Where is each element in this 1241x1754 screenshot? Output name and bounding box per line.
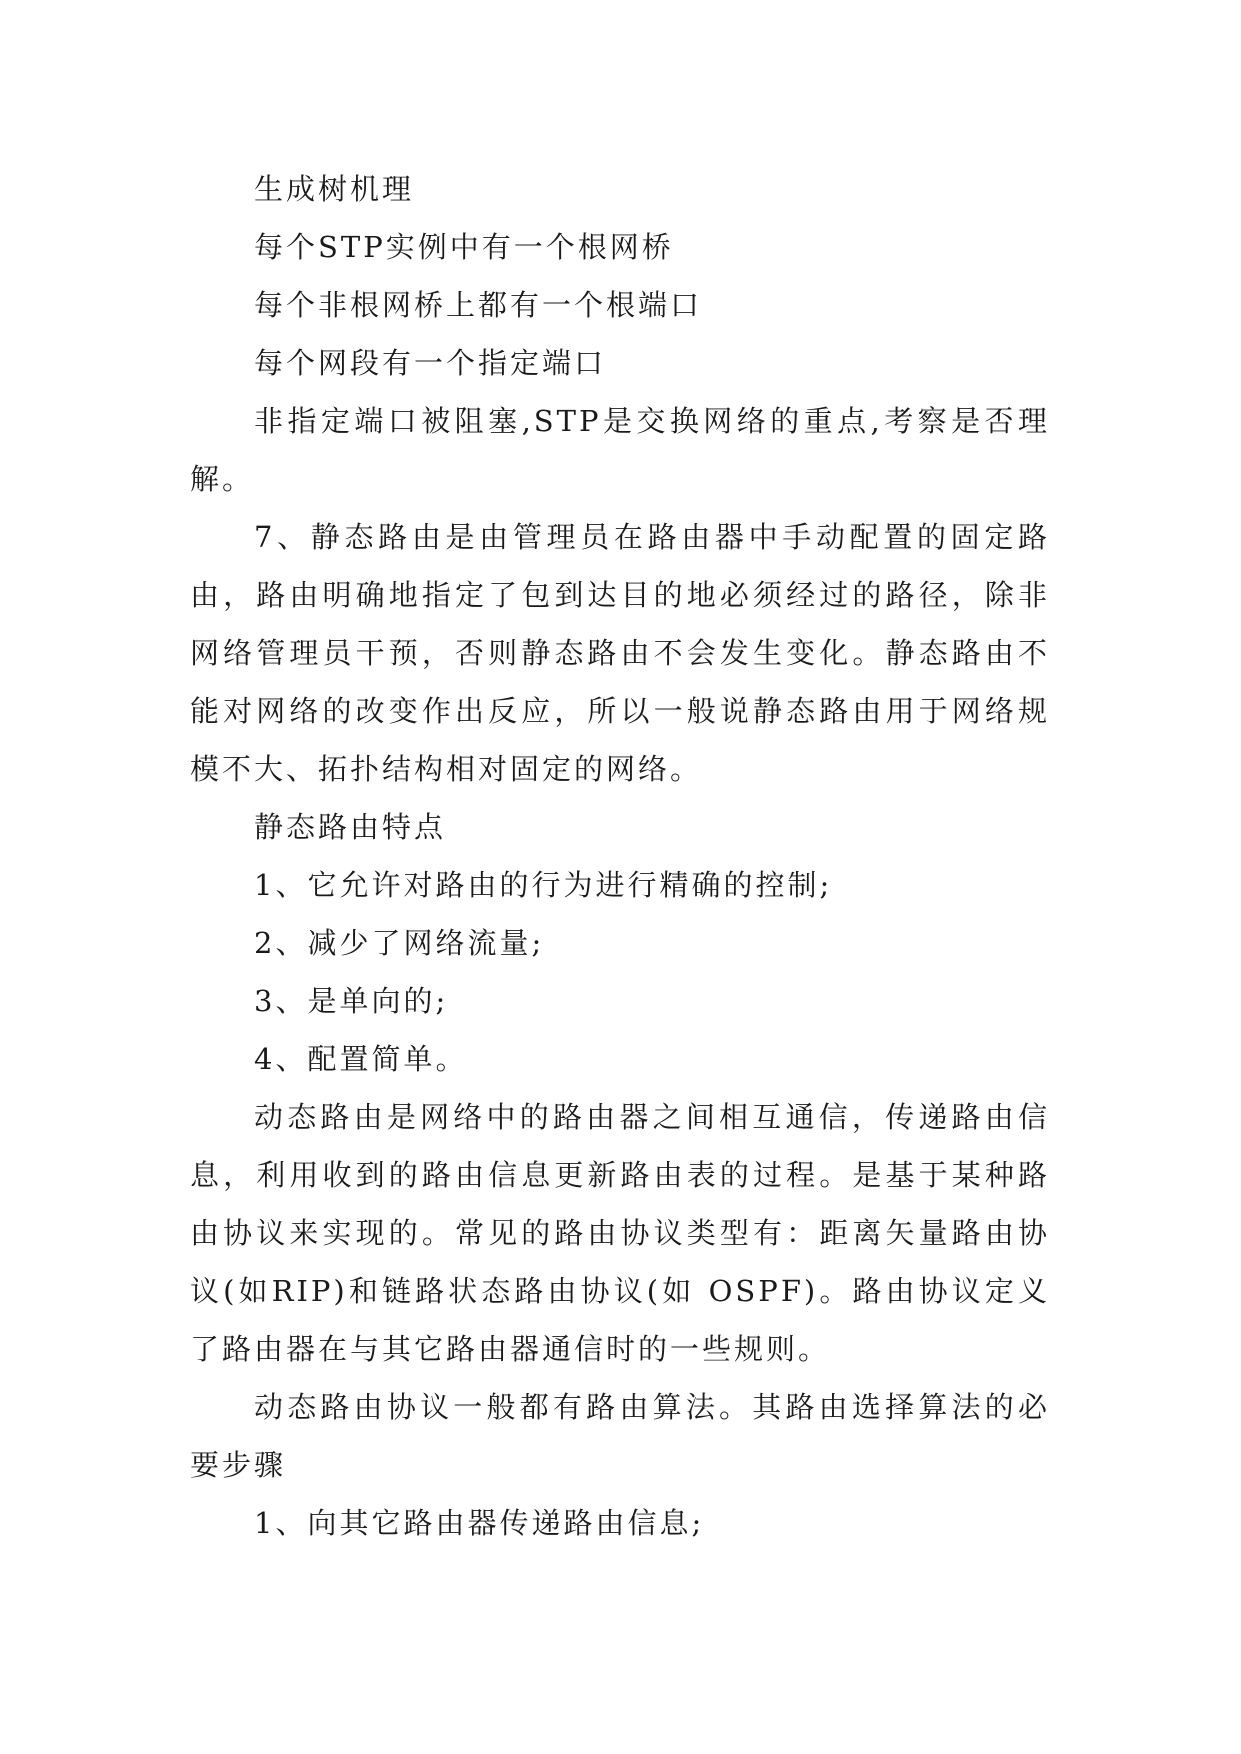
document-body [190, 160, 1050, 1552]
paragraph-static-routing: 7、静态路由是由管理员在路由器中手动配置的固定路由，路由明确地指定了包到达目的地必须经过的路径，除非网络管理员干预，否则静态路由不会发生变化。静态路由不能对网络的改变作出反应，所以一般说静态路由用于网络规模不大、拓扑结构相对固定的网络。 [190, 520, 1050, 786]
list-item-static-3: 3、是单向的; [254, 984, 449, 1018]
paragraph-routing-algorithm: 动态路由协议一般都有路由算法。其路由选择算法的必要步骤 [190, 1390, 1050, 1482]
paragraph-stp-heading: 生成树机理 [254, 172, 415, 206]
paragraph-root-bridge: 每个STP实例中有一个根网桥 [254, 230, 674, 264]
paragraph-static-features-heading: 静态路由特点 [254, 810, 447, 844]
paragraph-blocked-port: 非指定端口被阻塞,STP是交换网络的重点,考察是否理解。 [190, 404, 1050, 496]
list-item-static-2: 2、减少了网络流量; [254, 926, 545, 960]
paragraph-designated-port: 每个网段有一个指定端口 [254, 346, 607, 380]
list-item-algorithm-1: 1、向其它路由器传递路由信息; [254, 1506, 705, 1540]
list-item-static-4: 4、配置简单。 [254, 1042, 468, 1076]
paragraph-dynamic-routing: 动态路由是网络中的路由器之间相互通信，传递路由信息，利用收到的路由信息更新路由表的过程。是基于某种路由协议来实现的。常见的路由协议类型有：距离矢量路由协议(如RIP)和链路状态路由协议(如 OSPF)。路由协议定义了路由器在与其它路由器通信时的一些规则。 [190, 1100, 1050, 1366]
list-item-static-1: 1、它允许对路由的行为进行精确的控制; [254, 868, 833, 902]
paragraph-root-port: 每个非根网桥上都有一个根端口 [254, 288, 703, 322]
